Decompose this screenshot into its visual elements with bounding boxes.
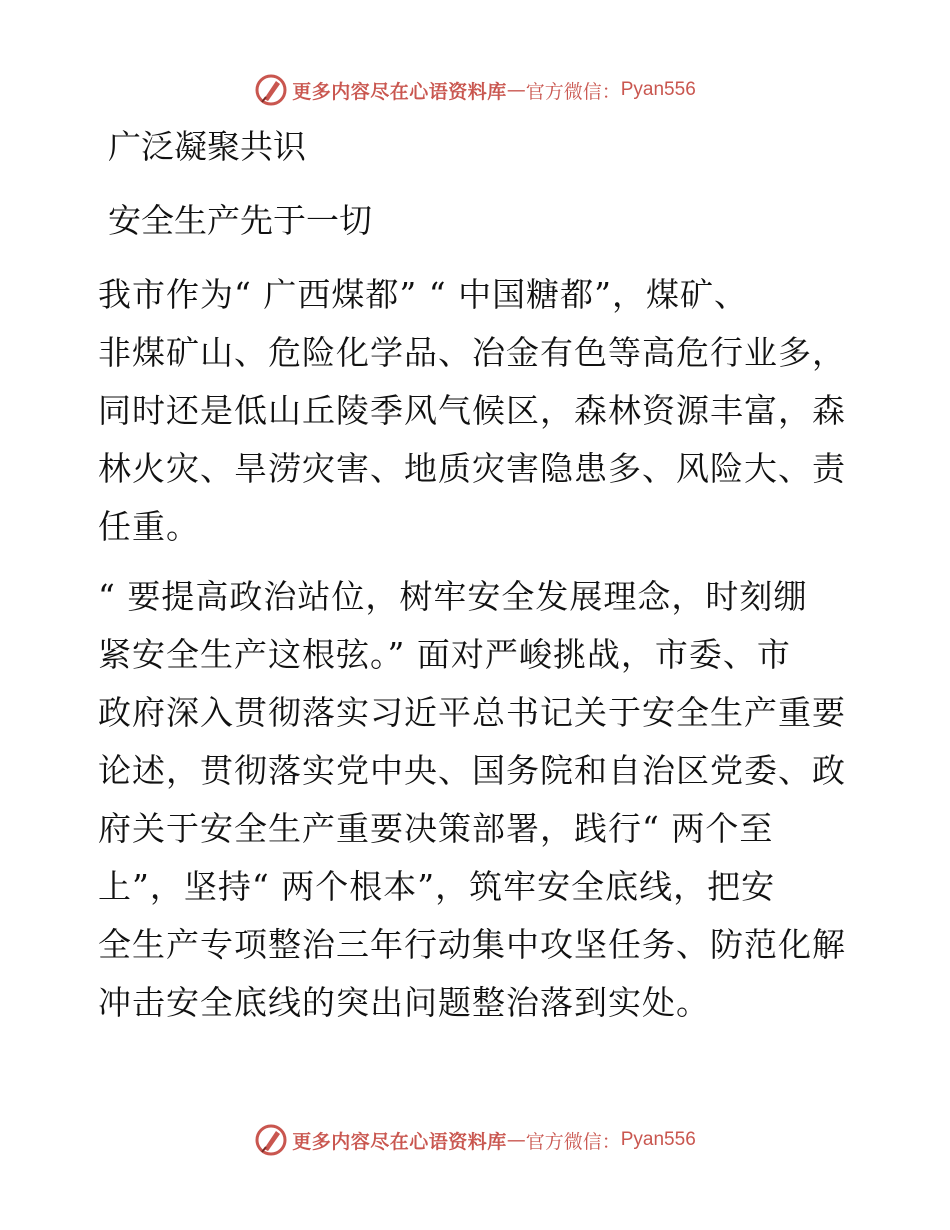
- paragraph-line: 林火灾、旱涝灾害、地质灾害隐患多、风险大、责: [98, 449, 846, 488]
- footer-watermark: [0, 1120, 950, 1160]
- watermark-separator: —: [506, 79, 526, 101]
- paragraph-line: 府关于安全生产重要决策部署，践行“ 两个至: [98, 809, 774, 848]
- paragraph-2: [98, 568, 858, 1032]
- paragraph-line: 我市作为“ 广西煤都” “ 中国糖都”，煤矿、: [98, 275, 748, 314]
- watermark-account: Pyan556: [620, 79, 696, 100]
- paragraph-line: 同时还是低山丘陵季风气候区，森林资源丰富，森: [98, 391, 846, 430]
- paragraph-line: “ 要提高政治站位，树牢安全发展理念，时刻绷: [98, 577, 808, 616]
- paragraph-line: 论述，贯彻落实党中央、国务院和自治区党委、政: [98, 751, 846, 790]
- paragraph-line: 全生产专项整治三年行动集中攻坚任务、防范化解: [98, 925, 846, 964]
- header-watermark: [0, 70, 950, 110]
- paragraph-1: [98, 266, 858, 556]
- heading-2: 安全生产先于一切: [108, 201, 372, 240]
- watermark-separator: —: [506, 1129, 526, 1151]
- paragraph-line: 冲击安全底线的突出问题整治落到实处。: [98, 983, 710, 1022]
- heading-1: 广泛凝聚共识: [108, 127, 306, 166]
- paragraph-line: 政府深入贯彻落实习近平总书记关于安全生产重要: [98, 693, 846, 732]
- watermark-label: 官方微信：: [525, 1130, 621, 1153]
- document-body: [98, 118, 858, 1044]
- watermark-text: 更多内容尽在心语资料库: [292, 1130, 507, 1153]
- paragraph-line: 上”，坚持“ 两个根本”，筑牢安全底线，把安: [98, 867, 776, 906]
- quill-pen-icon: [254, 73, 288, 107]
- paragraph-line: 非煤矿山、危险化学品、冶金有色等高危行业多，: [98, 333, 846, 372]
- watermark-text: 更多内容尽在心语资料库: [292, 80, 507, 103]
- watermark-label: 官方微信：: [525, 80, 621, 103]
- paragraph-line: 紧安全生产这根弦。” 面对严峻挑战，市委、市: [98, 635, 791, 674]
- quill-pen-icon: [254, 1123, 288, 1157]
- watermark-account: Pyan556: [620, 1129, 696, 1150]
- paragraph-line: 任重。: [98, 507, 200, 546]
